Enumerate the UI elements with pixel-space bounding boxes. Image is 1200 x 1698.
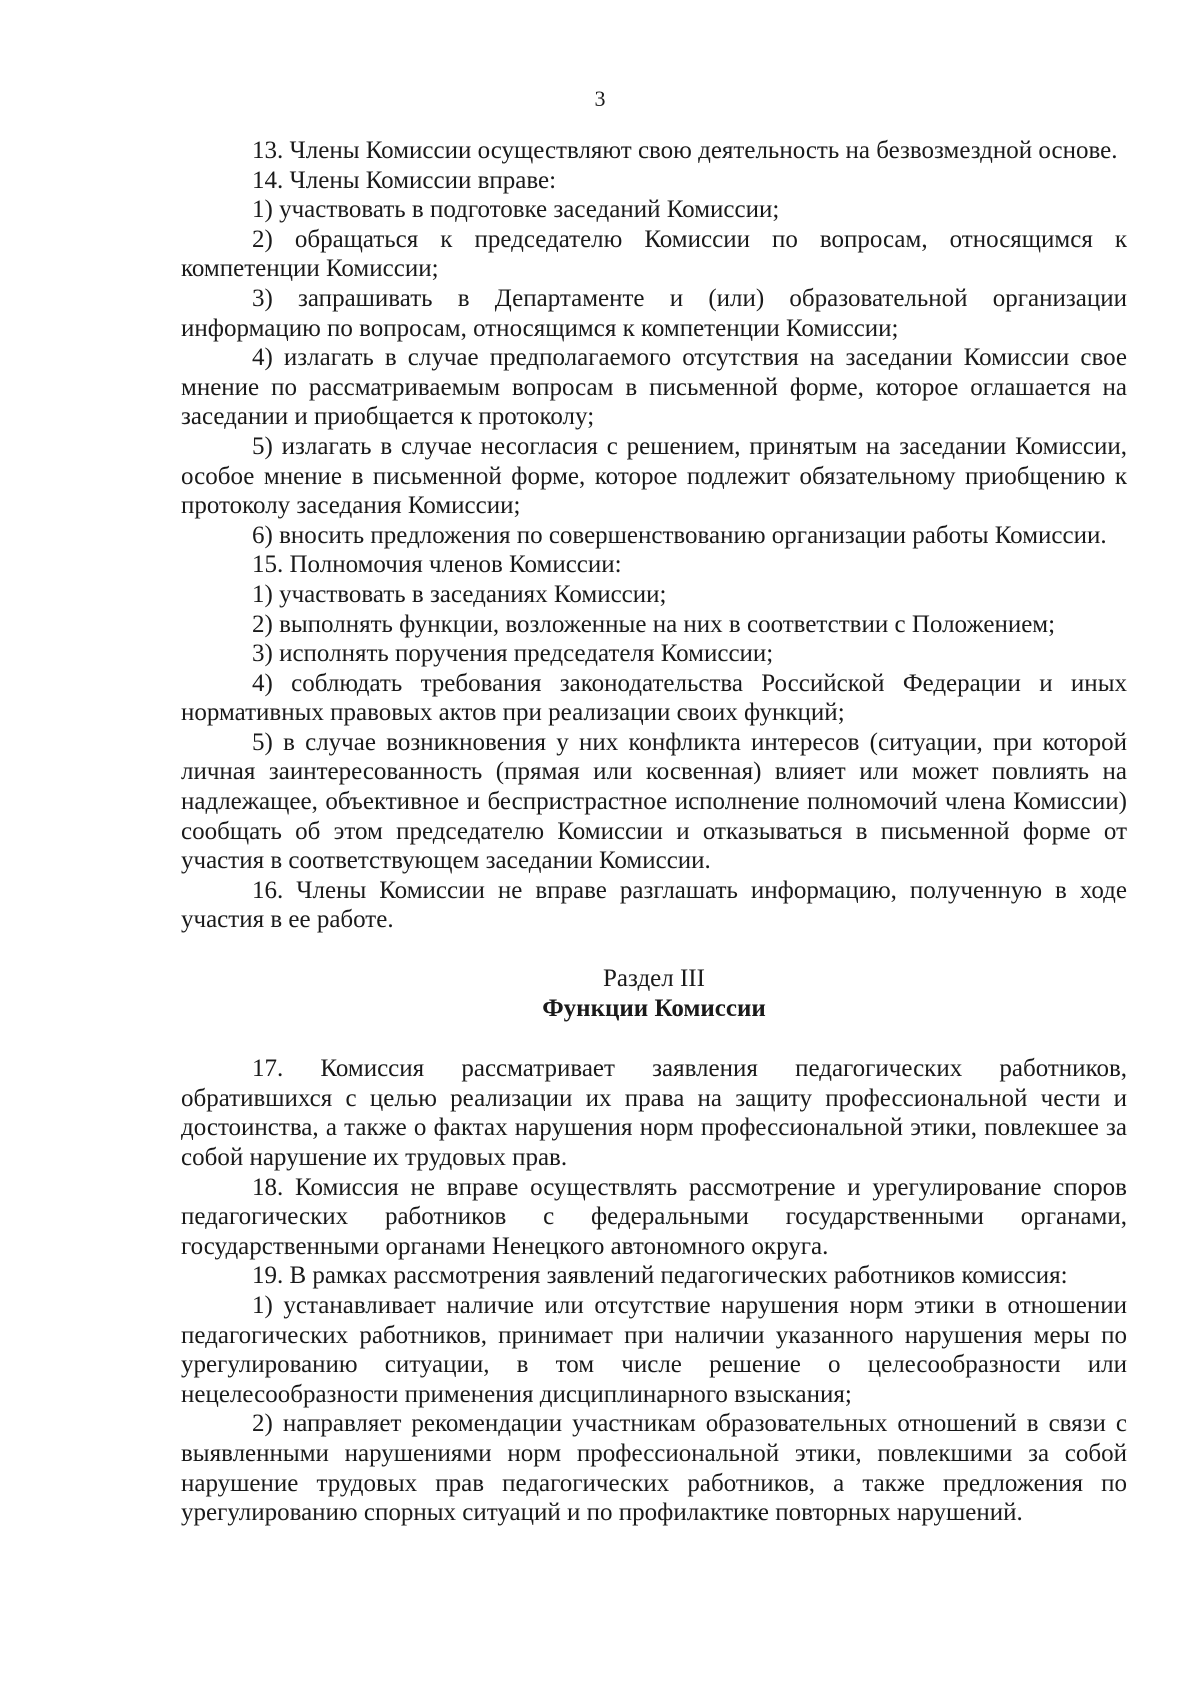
list-item-15-1: 1) участвовать в заседаниях Комиссии; [252,580,667,608]
page-number: 3 [594,86,606,111]
list-item-14-6: 6) вносить предложения по совершенствованию организации работы Комиссии. [252,521,1107,549]
section-heading: Функции Комиссии [542,994,766,1022]
list-item-15-3: 3) исполнять поручения председателя Комиссии; [252,640,774,668]
paragraph-19: 19. В рамках рассмотрения заявлений педагогических работников комиссия: [252,1262,1068,1290]
list-item-15-2: 2) выполнять функции, возложенные на них в соответствии с Положением; [252,610,1056,638]
paragraph-14: 14. Члены Комиссии вправе: [252,166,557,194]
paragraph-17: 17. Комиссия рассматривает заявления педагогических работников, обратившихся с целью реализации их права на защиту профессиональной чести и достоинства, а также о фактах нарушения норм профессиональной этики, повлекшее за собой нарушение их трудовых прав. [181,1055,1127,1171]
list-item-14-4: 4) излагать в случае предполагаемого отсутствия на заседании Комиссии свое мнение по рассматриваемым вопросам в письменной форме, которое оглашается на заседании и приобщается к протоколу; [181,344,1127,431]
list-item-15-4: 4) соблюдать требования законодательства Российской Федерации и иных нормативных правовых актов при реализации своих функций; [181,669,1127,727]
paragraph-16: 16. Члены Комиссии не вправе разглашать информацию, полученную в ходе участия в ее работе. [181,876,1127,934]
paragraph-13: 13. Члены Комиссии осуществляют свою деятельность на безвозмездной основе. [252,137,1118,164]
list-item-14-3: 3) запрашивать в Департаменте и (или) образовательной организации информацию по вопросам, относящимся к компетенции Комиссии; [181,284,1127,342]
list-item-15-5: 5) в случае возникновения у них конфликта интересов (ситуации, при которой личная заинтересованность (прямая или косвенная) влияет или может повлиять на надлежащее, объективное и беспристрастное исполнение полномочий члена Комиссии) сообщать об этом председателю Комиссии и отказываться в письменной форме от участия в соответствующем заседании Комиссии. [181,728,1127,875]
paragraph-18: 18. Комиссия не вправе осуществлять рассмотрение и урегулирование споров педагогических работников с федеральными государственными органами, государственными органами Ненецкого автономного округа. [181,1173,1127,1260]
list-item-14-2: 2) обращаться к председателю Комиссии по вопросам, относящимся к компетенции Комиссии; [181,225,1127,283]
list-item-14-1: 1) участвовать в подготовке заседаний Комиссии; [252,196,780,224]
list-item-19-1: 1) устанавливает наличие или отсутствие нарушения норм этики в отношении педагогических работников, принимает при наличии указанного нарушения меры по урегулированию ситуации, в том числе решение о целесообразности или нецелесообразности применения дисциплинарного взыскания; [181,1291,1127,1408]
document-body [181,136,1127,1528]
list-item-14-5: 5) излагать в случае несогласия с решением, принятым на заседании Комиссии, особое мнение в письменной форме, которое подлежит обязательному приобщению к протоколу заседания Комиссии; [181,432,1127,520]
section-title: Раздел III [603,965,705,993]
list-item-19-2: 2) направляет рекомендации участникам образовательных отношений в связи с выявленными нарушениями норм профессиональной этики, повлекшими за собой нарушение трудовых прав педагогических работников, а также предложения по урегулированию спорных ситуаций и по профилактике повторных нарушений. [181,1410,1127,1527]
paragraph-15: 15. Полномочия членов Комиссии: [252,551,622,579]
